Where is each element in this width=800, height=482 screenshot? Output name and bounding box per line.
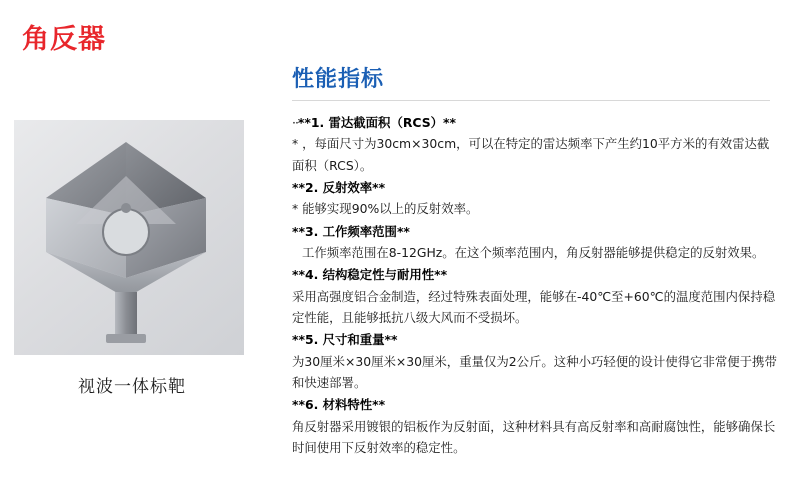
figure-caption: 视波一体标靶 [78, 377, 186, 397]
spec-item [292, 221, 778, 264]
spec-text: 角反射器采用镀银的铝板作为反射面，这种材料具有高反射率和高耐腐蚀性，能够确保长时间使用下反射效率的稳定性。 [292, 418, 776, 455]
spec-item [292, 329, 778, 393]
spec-item [292, 177, 778, 220]
spec-item [292, 394, 778, 458]
corner-reflector-illustration [14, 120, 244, 355]
spec-heading: **4. 结构稳定性与耐用性** [292, 267, 448, 283]
spec-item [292, 264, 778, 328]
spec-text: 采用高强度铝合金制造，经过特殊表面处理，能够在-40℃至+60℃的温度范围内保持稳定性能，且能够抵抗八级大风而不受损坏。 [292, 288, 776, 325]
spec-heading: **2. 反射效率** [292, 179, 386, 195]
section-title: 性能指标 [292, 67, 385, 92]
leading-dots: ·· [292, 115, 298, 130]
page-title: 角反器 [22, 24, 106, 55]
right-column [288, 0, 788, 482]
left-column [0, 0, 272, 482]
spec-heading: **3. 工作频率范围** [292, 223, 410, 239]
spec-heading: **1. 雷达截面积（RCS）** [297, 115, 456, 130]
title-divider [292, 100, 770, 101]
spec-heading: **5. 尺寸和重量** [292, 332, 398, 348]
spec-list [292, 112, 778, 459]
spec-text: 为30厘米×30厘米×30厘米，重量仅为2公斤。这种小巧轻便的设计使得它非常便于携带和快速部署。 [292, 353, 777, 390]
spec-text: 工作频率范围在8-12GHz。在这个频率范围内，角反射器能够提供稳定的反射效果。 [302, 244, 765, 260]
spec-text: * ，每面尺寸为30cm×30cm，可以在特定的雷达频率下产生约10平方米的有效雷达截面积（RCS）。 [292, 136, 770, 173]
spec-item [292, 112, 778, 176]
product-image [14, 120, 244, 355]
spec-heading: **6. 材料特性** [292, 397, 386, 413]
spec-text: * 能够实现90%以上的反射效率。 [292, 201, 479, 217]
